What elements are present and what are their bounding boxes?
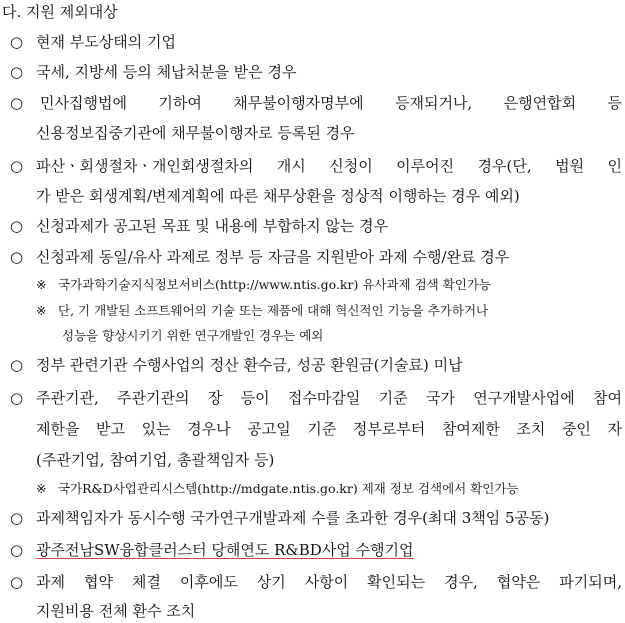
bullet-icon: ○ [10, 356, 24, 374]
bullet-icon: ○ [10, 573, 24, 591]
note-ntis: 국가과학기술지식정보서비스(http://www.ntis.go.kr) 유사과제 검색 확인가능 [58, 277, 492, 292]
bullet-icon: ○ [10, 157, 24, 175]
item-tax-arrears: 국세, 지방세 등의 체납처분을 받은 경우 [36, 63, 297, 81]
item-insolvency-line1: 파산ㆍ회생절차ㆍ개인회생절차의 개시 신청이 이루어진 경우(단, 법원 인 [36, 157, 622, 175]
item-bankrupt: 현재 부도상태의 기업 [36, 33, 176, 51]
note-exception-line2: 성능을 향상시키기 위한 연구개발인 경우는 예외 [62, 328, 324, 343]
bullet-icon: ○ [10, 541, 24, 559]
bullet-icon: ○ [10, 94, 24, 112]
item-unpaid: 정부 관련기관 수행사업의 정산 환수금, 성공 환원금(기술료) 미납 [36, 356, 463, 374]
item-defaulter-line1: 민사집행법에 기하여 채무불이행자명부에 등재되거나, 은행연합회 등 [40, 94, 622, 112]
item-mismatch: 신청과제가 공고된 목표 및 내용에 부합하지 않는 경우 [36, 217, 389, 235]
bullet-icon: ○ [10, 33, 24, 51]
bullet-icon: ○ [10, 248, 24, 266]
item-duplicate: 신청과제 동일/유사 과제로 정부 등 자금을 지원받아 과제 수행/완료 경우 [36, 248, 510, 266]
note-icon: ※ [36, 481, 47, 496]
item-restriction-line3: (주관기업, 참여기업, 총괄책임자 등) [36, 451, 275, 469]
item-insolvency-line2: 가 받은 회생계획/변제계획에 따른 채무상환을 정상적 이행하는 경우 예외) [36, 187, 520, 205]
note-icon: ※ [36, 303, 47, 318]
note-exception-line1: 단, 기 개발된 소프트웨어의 기술 또는 제품에 대해 혁신적인 기능을 추가하거나 [58, 303, 489, 318]
item-restriction-line1: 주관기관, 주관기관의 장 등이 접수마감일 기준 국가 연구개발사업에 참여 [36, 389, 622, 407]
note-mdgate: 국가R&D사업관리시스템(http://mdgate.ntis.go.kr) 제재 정보 검색에서 확인가능 [58, 481, 519, 496]
bullet-icon: ○ [10, 63, 24, 81]
item-restriction-line2: 제한을 받고 있는 경우나 공고일 기준 정부로부터 참여제한 조치 중인 자 [36, 420, 622, 438]
item-clawback-line1: 과제 협약 체결 이후에도 상기 사항이 확인되는 경우, 협약은 파기되며, [36, 573, 622, 591]
bullet-icon: ○ [10, 389, 24, 407]
section-heading: 다. 지원 제외대상 [2, 3, 118, 21]
item-concurrent: 과제책임자가 동시수행 국가연구개발과제 수를 초과한 경우(최대 3책임 5공동) [36, 509, 550, 527]
note-icon: ※ [36, 277, 47, 292]
item-clawback-line2: 지원비용 전체 환수 조치 [36, 602, 196, 620]
bullet-icon: ○ [10, 217, 24, 235]
item-defaulter-line2: 신용정보집중기관에 채무불이행자로 등록된 경우 [36, 124, 355, 142]
item-cluster: 광주전남SW융합클러스터 당해연도 R&BD사업 수행기업 [36, 541, 414, 559]
bullet-icon: ○ [10, 509, 24, 527]
